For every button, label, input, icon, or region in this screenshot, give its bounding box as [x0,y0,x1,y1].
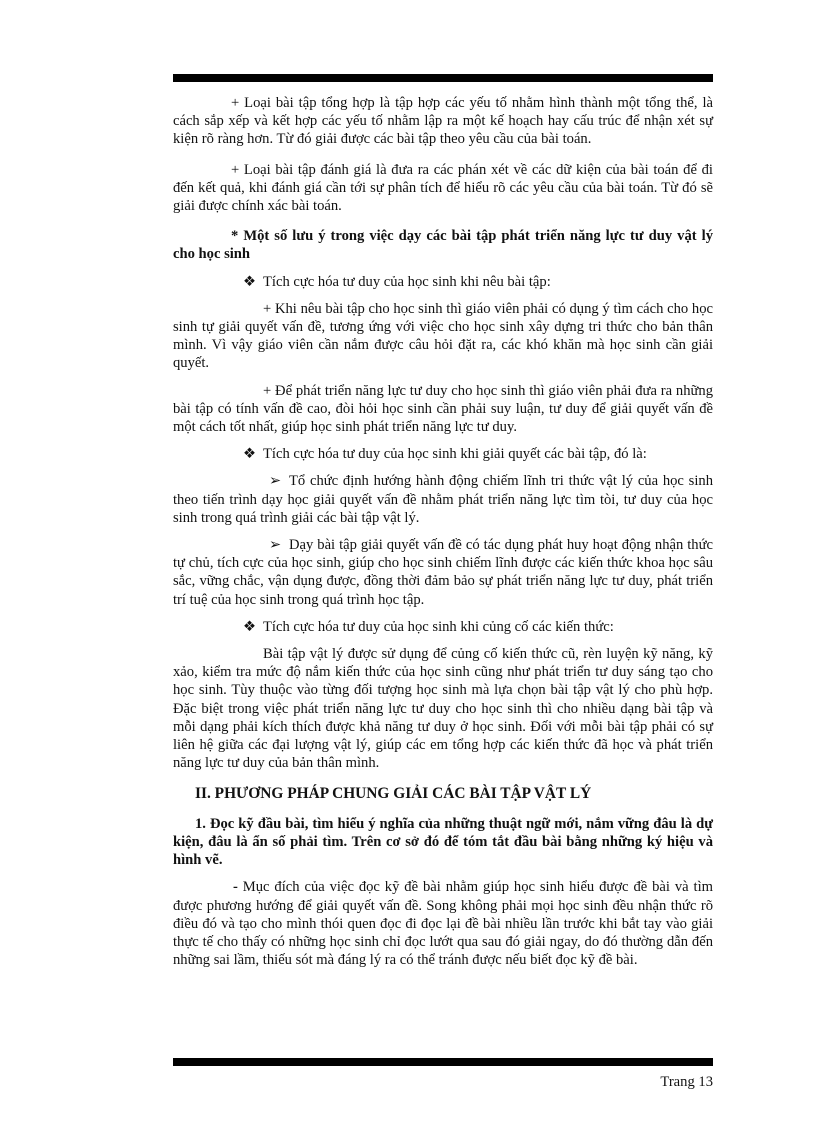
diamond-bullet-icon: ❖ [243,273,257,290]
arrow-bullet-icon: ➢ [269,473,282,490]
arrow-text: Tổ chức định hướng hành động chiếm lĩnh tri thức vật lý của học sinh theo tiến trình dạy học giải quyết vấn đề nhằm phát triển năng lực tìm tòi, tư duy của học sinh trong quá trình giải các bài tập vật lý. [173,473,713,526]
arrow-bullet-icon: ➢ [269,537,282,554]
page-body [173,94,713,969]
diamond-bullet-icon: ❖ [243,618,257,635]
page-number: Trang 13 [660,1074,713,1090]
paragraph-posing-exercises-1: + Khi nêu bài tập cho học sinh thì giáo viên phải có dụng ý tìm cách cho học sinh tự giải quyết vấn đề, tương ứng với việc cho học sinh xây dựng tri thức cho bản thân mình. Vì vậy giáo viên cần nắm được câu hỏi đặt ra, các khó khăn mà học sinh cần giải quyết. [173,300,713,372]
paragraph-posing-exercises-2: + Để phát triển năng lực tư duy cho học sinh thì giáo viên phải đưa ra những bài tập có tính vấn đề cao, đòi hỏi học sinh cần phải suy luận, tư duy để giải quyết vấn đề một cách tốt nhất, giúp học sinh phát triển năng lực tư duy. [173,382,713,436]
bullet-item-consolidating-knowledge [173,618,713,636]
paragraph-evaluation-exercise: + Loại bài tập đánh giá là đưa ra các phán xét về các dữ kiện của bài toán để đi đến kết quả, khi đánh giá cần tới sự phân tích để hiểu rõ các yêu cầu của bài toán. Từ đó sẽ giải được chính xác bài toán. [173,161,713,215]
bullet-text: Tích cực hóa tư duy của học sinh khi giải quyết các bài tập, đó là: [263,446,647,463]
section-heading-general-method: II. PHƯƠNG PHÁP CHUNG GIẢI CÁC BÀI TẬP VẬT LÝ [195,784,592,802]
arrow-text: Dạy bài tập giải quyết vấn đề có tác dụng phát huy hoạt động nhận thức tự chủ, tích cực của học sinh, giúp cho học sinh chiếm lĩnh được các kiến thức khoa học sâu sắc, vững chắc, vận dụng được, đồng thời đảm bảo sự phát triển năng lực tư duy, phát triển trí tuệ của học sinh trong quá trình học tập. [173,537,713,608]
arrow-item-problem-solving [173,536,713,609]
header-rule [173,74,713,82]
subheading-read-carefully: 1. Đọc kỹ đầu bài, tìm hiểu ý nghĩa của những thuật ngữ mới, nắm vững đâu là dự kiện, đâu là ẩn số phải tìm. Trên cơ sở đó để tóm tắt đầu bài bằng những ký hiệu và hình vẽ. [173,815,713,869]
arrow-item-organize-orientation [173,472,713,527]
bullet-item-posing-exercises [173,273,713,291]
bullet-text: Tích cực hóa tư duy của học sinh khi củng cố các kiến thức: [263,618,614,635]
notes-heading: * Một số lưu ý trong việc dạy các bài tập phát triển năng lực tư duy vật lý cho học sinh [173,228,713,263]
paragraph-text: Mục đích của việc đọc kỹ đề bài nhằm giúp học sinh hiểu được đề bài và tìm được phương hướng để giải quyết vấn đề. Song không phải mọi học sinh đều nhận thức rõ điều đó và tạo cho mình thói quen đọc đi đọc lại đề bài nhiều lần trước khi bắt tay vào giải thực tế cho thấy có những học sinh chỉ đọc lướt qua sau đó giải ngay, do đó thường dẫn đến những sai lầm, thiếu sót mà đáng lý ra có thể tránh được nếu biết đọc kỹ đề bài. [173,879,713,969]
paragraph-synthesis-exercise: + Loại bài tập tổng hợp là tập hợp các yếu tố nhằm hình thành một tổng thể, là cách sắp xếp và kết hợp các yếu tố nhằm lập ra một kế hoạch hay cấu trúc để nhận xét sự kiện rõ ràng hơn. Từ đó giải được các bài tập theo yêu cầu của bài toán. [173,95,713,148]
diamond-bullet-icon: ❖ [243,446,257,463]
paragraph-reading-purpose [173,878,713,969]
dash-marker: - [233,879,238,896]
bullet-item-solving-exercises [173,445,713,463]
paragraph-consolidating-knowledge: Bài tập vật lý được sử dụng để củng cố kiến thức cũ, rèn luyện kỹ năng, kỹ xảo, kiểm tra mức độ nắm kiến thức của học sinh cũng như phát triển tư duy sáng tạo cho học sinh. Tùy thuộc vào từng đối tượng học sinh mà lựa chọn bài tập vật lý cho phù hợp. Đặc biệt trong việc phát triển năng lực tư duy cho học sinh thì cho nhiều dạng bài tập và mỗi dạng phải kích thích được khả năng tư duy ở học sinh. Đối với mỗi bài tập phải có sự liên hệ giữa các đại lượng vật lý, giúp các em tổng hợp các kiến thức đã học và phát triển năng lực tư duy của bản thân mình. [173,646,713,772]
bullet-text: Tích cực hóa tư duy của học sinh khi nêu bài tập: [263,273,551,290]
footer-rule [173,1058,713,1066]
